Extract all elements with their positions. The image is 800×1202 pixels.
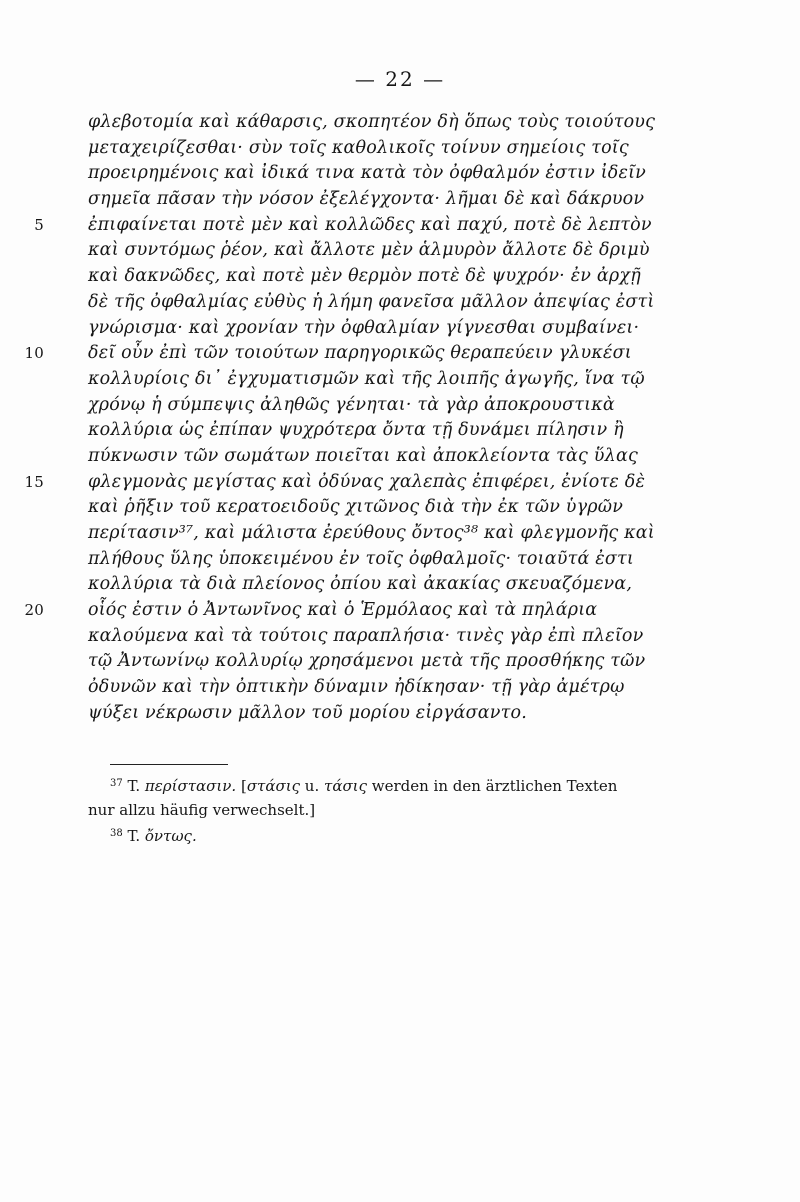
- text-line: [24, 598, 800, 624]
- text-line: [88, 264, 800, 290]
- text-line: [88, 547, 800, 573]
- footnote-bracket: [: [240, 777, 247, 795]
- line-text: καὶ ῥῆξιν τοῦ κερατοειδοῦς χιτῶνος διὰ τὴν ἐκ τῶν ὑγρῶν: [88, 497, 624, 518]
- line-text: ὀδυνῶν καὶ τὴν ὀπτικὴν δύναμιν ἠδίκησαν· τῇ γὰρ ἀμέτρῳ: [88, 677, 625, 698]
- footnote-37-continuation: [88, 798, 793, 822]
- footnote-greek: ὄντως.: [144, 827, 197, 845]
- line-text: μεταχειρίζεσθαι· σὺν τοῖς καθολικοῖς τοίνυν σημείοις τοῖς: [88, 137, 629, 158]
- line-text: καὶ συντόμως ῥέον, καὶ ἄλλοτε μὲν ἁλμυρὸν ἄλλοτε δὲ δριμὺ: [88, 240, 650, 261]
- footnote-text: nur allzu häufig verwechselt.]: [88, 801, 316, 819]
- page-number: — 22 —: [354, 67, 446, 91]
- text-line: [88, 238, 800, 264]
- footnote-number: 38: [110, 828, 123, 839]
- line-text: καλούμενα καὶ τὰ τούτοις παραπλήσια· τινὲς γὰρ ἐπὶ πλεῖον: [88, 625, 644, 646]
- text-line: [88, 418, 800, 444]
- footnote-greek: τάσις: [324, 777, 367, 795]
- text-line: [88, 367, 800, 393]
- line-text: χρόνῳ ἡ σύμπεψις ἀληθῶς γένηται· τὰ γὰρ ἀποκρουστικὰ: [88, 394, 615, 415]
- greek-body-text: [24, 110, 800, 727]
- text-line: [34, 213, 800, 239]
- text-line: [88, 290, 800, 316]
- line-text: περίτασιν³⁷, καὶ μάλιστα ἐρεύθους ὄντος³⁸ καὶ φλεγμονῆς καὶ: [88, 523, 655, 543]
- line-text: φλεβοτομία καὶ κάθαρσις, σκοπητέον δὴ ὅπως τοὺς τοιούτους: [88, 112, 656, 132]
- line-number: 15: [24, 472, 44, 491]
- line-text: ψύξει νέκρωσιν μᾶλλον τοῦ μορίου εἰργάσαντο.: [88, 702, 528, 723]
- text-line: [88, 110, 800, 136]
- text-line: [24, 341, 800, 367]
- text-line: [88, 444, 800, 470]
- text-line: [88, 136, 800, 162]
- line-text: προειρημένοις καὶ ἰδικά τινα κατὰ τὸν ὀφθαλμόν ἐστιν ἰδεῖν: [88, 163, 646, 184]
- footnote-greek: στάσις: [246, 777, 301, 795]
- line-text: γνώρισμα· καὶ χρονίαν τὴν ὀφθαλμίαν γίγνεσθαι συμβαίνει·: [88, 317, 640, 338]
- footnote-number: 37: [110, 778, 123, 789]
- text-line: [88, 649, 800, 675]
- text-line: [88, 624, 800, 650]
- text-line: [88, 495, 800, 521]
- text-line: [88, 187, 800, 213]
- line-text: κολλυρίοις δι᾽ ἐγχυματισμῶν καὶ τῆς λοιπῆς ἀγωγῆς, ἵνα τῷ: [88, 368, 645, 389]
- text-line: [88, 572, 800, 598]
- text-line: [88, 161, 800, 187]
- line-text: οἷός ἐστιν ὁ Ἀντωνῖνος καὶ ὁ Ἑρμόλαος καὶ τὰ πηλάρια: [88, 600, 598, 621]
- footnote-label: T.: [127, 827, 141, 845]
- line-text: πλήθους ὕλης ὑποκειμένου ἐν τοῖς ὀφθαλμοῖς· τοιαῦτά ἐστι: [88, 548, 634, 569]
- line-number: 20: [24, 601, 44, 620]
- line-text: δεῖ οὖν ἐπὶ τῶν τοιούτων παρηγορικῶς θεραπεύειν γλυκέσι: [88, 343, 632, 364]
- line-number: 10: [24, 344, 44, 363]
- line-text: κολλύρια τὰ διὰ πλείονος ὀπίου καὶ ἀκακίας σκευαζόμενα,: [88, 574, 633, 595]
- footnote-greek: περίστασιν.: [144, 777, 237, 795]
- text-line: [88, 316, 800, 342]
- line-number: 5: [34, 215, 44, 234]
- footnote-label: T.: [127, 777, 141, 795]
- line-text: ἐπιφαίνεται ποτὲ μὲν καὶ κολλῶδες καὶ παχύ, ποτὲ δὲ λεπτὸν: [88, 214, 652, 235]
- line-text: κολλύρια ὡς ἐπίπαν ψυχρότερα ὄντα τῇ δυνάμει πίλησιν ἢ: [88, 420, 624, 441]
- footnote-37: [88, 772, 793, 798]
- line-text: σημεῖα πᾶσαν τὴν νόσον ἐξελέγχοντα· λῆμαι δὲ καὶ δάκρυον: [88, 189, 645, 210]
- line-text: τῷ Ἀντωνίνῳ κολλυρίῳ χρησάμενοι μετὰ τῆς προσθήκης τῶν: [88, 651, 646, 672]
- line-text: πύκνωσιν τῶν σωμάτων ποιεῖται καὶ ἀποκλείοντα τὰς ὕλας: [88, 445, 638, 466]
- line-text: φλεγμονὰς μεγίστας καὶ ὀδύνας χαλεπὰς ἐπιφέρει, ἐνίοτε δὲ: [88, 471, 646, 492]
- footnote-rule: [110, 764, 228, 765]
- text-line: [88, 521, 800, 547]
- text-line: [88, 701, 800, 727]
- text-line: [24, 470, 800, 496]
- footnotes: [88, 772, 793, 848]
- text-line: [88, 393, 800, 419]
- line-text: δὲ τῆς ὀφθαλμίας εὐθὺς ἡ λήμη φανεῖσα μᾶλλον ἀπεψίας ἐστὶ: [88, 291, 655, 312]
- footnote-38: [88, 822, 793, 848]
- footnote-conjunction: u.: [304, 777, 320, 795]
- text-line: [88, 675, 800, 701]
- footnote-text: werden in den ärztlichen Texten: [371, 777, 618, 795]
- line-text: καὶ δακνῶδες, καὶ ποτὲ μὲν θερμὸν ποτὲ δὲ ψυχρόν· ἐν ἀρχῇ: [88, 266, 641, 287]
